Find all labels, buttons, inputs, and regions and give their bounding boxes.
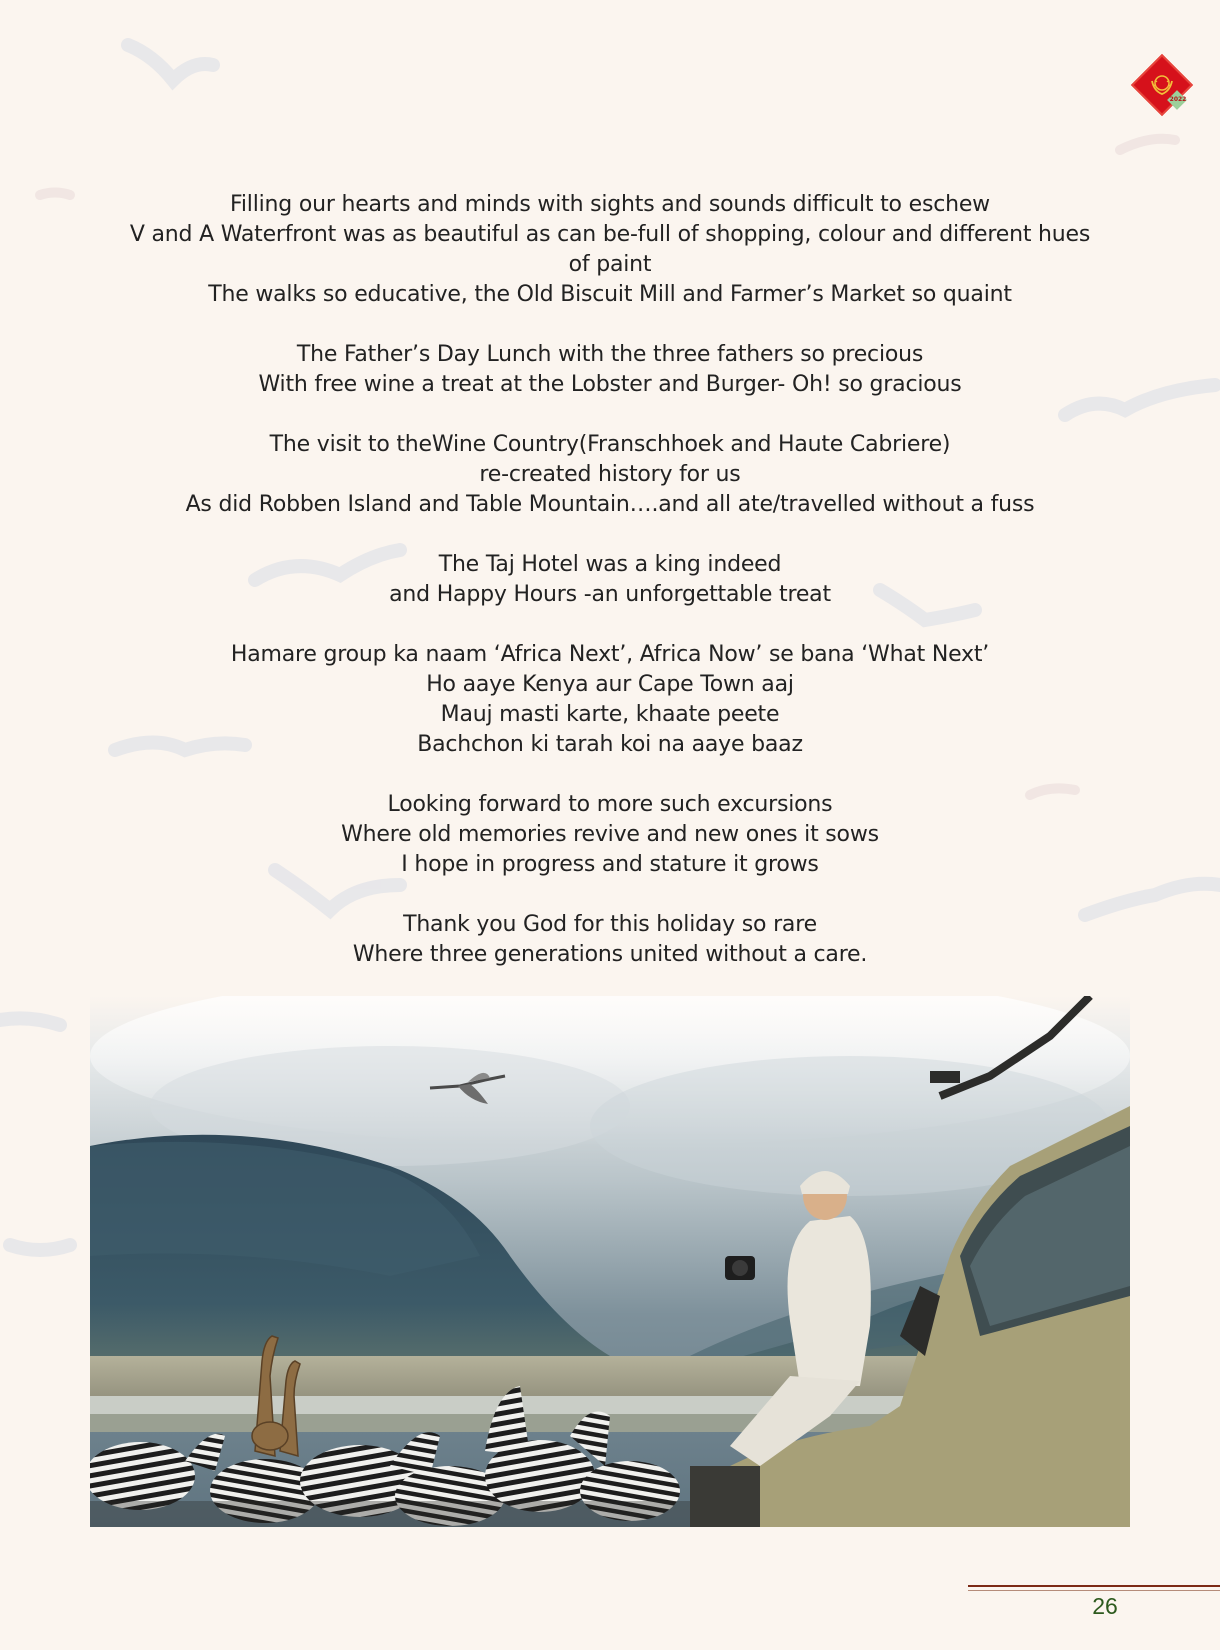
poem-line: V and A Waterfront was as beautiful as can be-full of shopping, colour and different hues xyxy=(129,222,1091,247)
organization-logo xyxy=(1130,53,1194,117)
poem-stanza xyxy=(80,190,1140,310)
safari-photo xyxy=(90,996,1130,1527)
poem-stanza xyxy=(80,430,1140,520)
poem-line: Looking forward to more such excursions xyxy=(387,792,833,817)
poem-stanza xyxy=(80,340,1140,400)
poem-line: The Taj Hotel was a king indeed xyxy=(438,552,782,577)
poem-stanza xyxy=(80,910,1140,970)
poem-line: I hope in progress and stature it grows xyxy=(401,852,819,877)
poem-line: Filling our hearts and minds with sights and sounds difficult to eschew xyxy=(230,192,990,217)
page-number: 26 xyxy=(1092,1593,1118,1619)
poem-line: Where old memories revive and new ones it sows xyxy=(341,822,879,847)
footer-rule-secondary xyxy=(968,1590,1220,1591)
poem-line: The visit to theWine Country(Franschhoek and Haute Cabriere) xyxy=(269,432,951,457)
poem-line: The walks so educative, the Old Biscuit Mill and Farmer’s Market so quaint xyxy=(208,282,1012,307)
poem-line: With free wine a treat at the Lobster and Burger- Oh! so gracious xyxy=(258,372,962,397)
bird-icon xyxy=(128,45,213,80)
poem-line: and Happy Hours -an unforgettable treat xyxy=(389,582,831,607)
poem-body xyxy=(80,190,1140,1000)
poem-line: Bachchon ki tarah koi na aaye baaz xyxy=(417,732,803,757)
poem-stanza xyxy=(80,790,1140,880)
poem-stanza xyxy=(80,550,1140,610)
poem-line: Mauj masti karte, khaate peete xyxy=(440,702,780,727)
logo-badge-text: 2022 xyxy=(1169,96,1187,103)
poem-line: The Father’s Day Lunch with the three fathers so precious xyxy=(296,342,924,367)
poem-line: Ho aaye Kenya aur Cape Town aaj xyxy=(426,672,794,697)
bird-icon xyxy=(1120,139,1175,150)
poem-stanza xyxy=(80,640,1140,760)
footer-rule xyxy=(968,1585,1220,1587)
poem-line: of paint xyxy=(568,252,652,277)
poem-line: re-created history for us xyxy=(479,462,741,487)
safari-illustration xyxy=(90,996,1130,1527)
poem-line: As did Robben Island and Table Mountain….and all ate/travelled without a fuss xyxy=(185,492,1035,517)
bird-icon xyxy=(0,1018,60,1025)
poem-line: Thank you God for this holiday so rare xyxy=(403,912,817,937)
poem-line: Hamare group ka naam ‘Africa Next’, Africa Now’ se bana ‘What Next’ xyxy=(230,642,990,667)
bird-icon xyxy=(40,193,70,196)
bird-icon xyxy=(10,1245,70,1250)
poem-line: Where three generations united without a care. xyxy=(352,942,868,967)
